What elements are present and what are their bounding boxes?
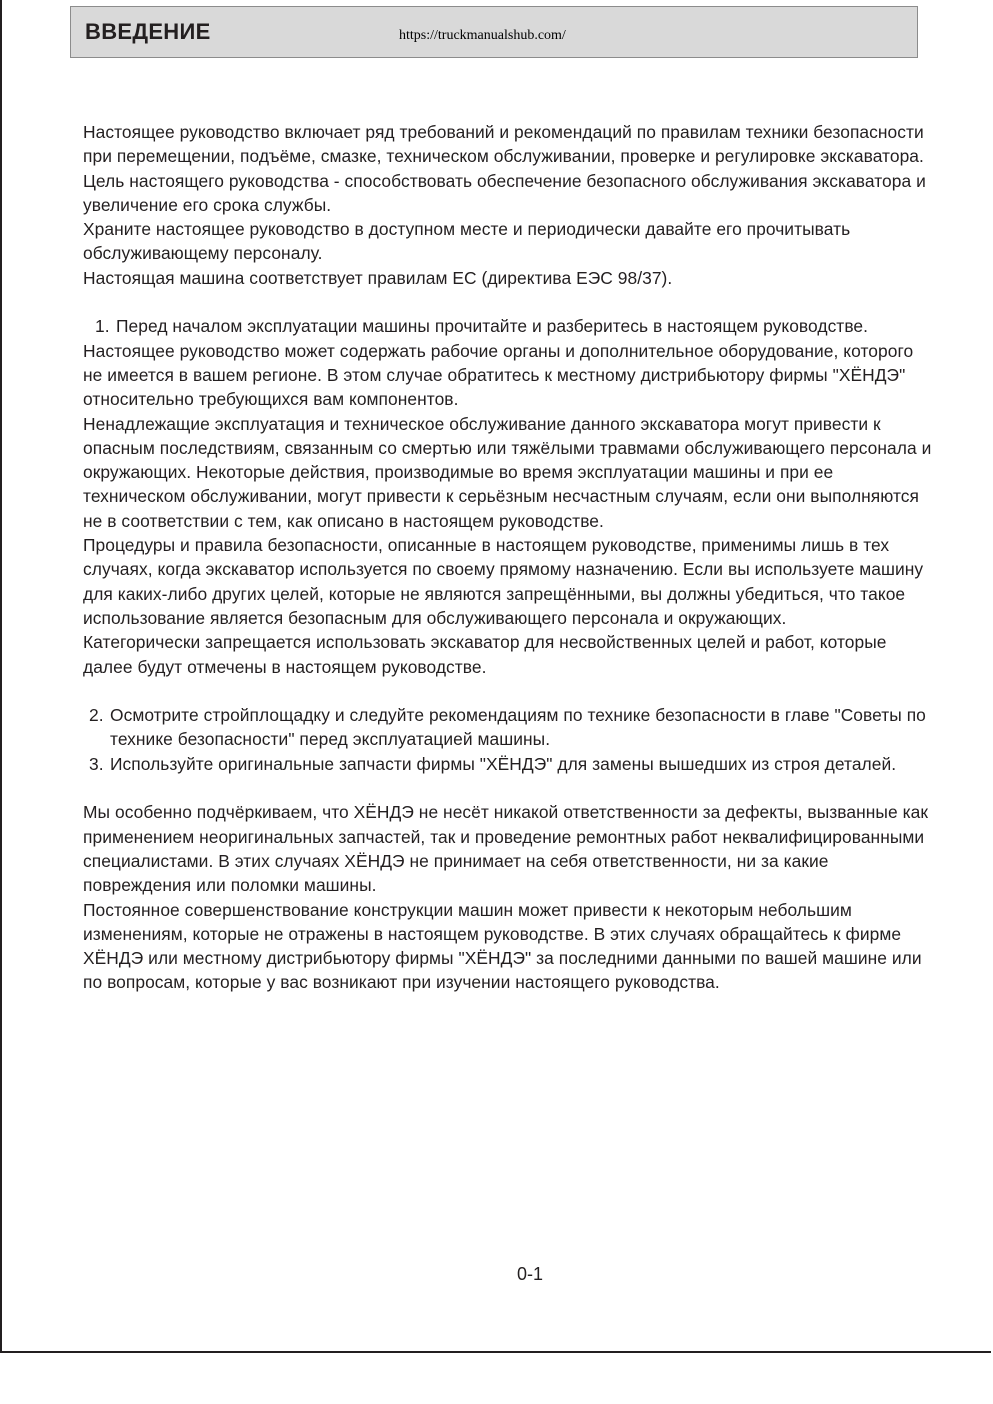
numbered-item-1 (83, 314, 933, 338)
body-paragraph: Категорически запрещается использовать экскаватор для несвойственных целей и работ, которые далее будут отмечены в настоящем руководстве. (83, 632, 887, 677)
closing-paragraph: Мы особенно подчёркиваем, что ХЁНДЭ не несёт никакой ответственности за дефекты, вызванные как применением неоригинальных запчастей, так и проведение ремонтных работ неквалифицированными специалистами. В этих случаях ХЁНДЭ не принимает на себя ответственности, ни за какие повреждения или поломки машины. (83, 802, 928, 896)
source-url[interactable]: https://truckmanualshub.com/ (399, 28, 566, 43)
intro-paragraph: Настоящая машина соответствует правилам ЕС (директива ЕЭС 98/37). (83, 267, 673, 288)
body-paragraph: Процедуры и правила безопасности, описанные в настоящем руководстве, применимы лишь в тех случаях, когда экскаватор используется по своему прямому назначению. Если вы используете машину для каких-либо других целей, которые не являются запрещёнными, вы должны убедиться, что такое использование является безопасным для обслуживающего персонала и окружающих. (83, 535, 924, 628)
item-text: Осмотрите стройплощадку и следуйте рекомендациям по технике безопасности в главе "Советы по технике безопасности" перед эксплуатацией машины. (110, 705, 926, 750)
section-title: ВВЕДЕНИЕ (85, 19, 211, 44)
numbered-item-2 (83, 703, 933, 752)
document-body (83, 120, 933, 995)
item-text: Перед началом эксплуатации машины прочитайте и разберитесь в настоящем руководстве. (116, 316, 869, 337)
item-text: Используйте оригинальные запчасти фирмы "ХЁНДЭ" для замены вышедших из строя деталей. (110, 753, 897, 774)
intro-paragraph: Настоящее руководство включает ряд требований и рекомендаций по правилам техники безопасности при перемещении, подъёме, смазке, техническом обслуживании, проверке и регулировке экскаватора. (83, 122, 924, 167)
numbered-item-3 (83, 752, 933, 776)
section-header (70, 6, 918, 58)
intro-paragraph: Цель настоящего руководства - способствовать обеспечение безопасного обслуживания экскаватора и увеличение его срока службы. (83, 170, 926, 215)
item-number: 2. (89, 705, 104, 726)
closing-paragraph: Постоянное совершенствование конструкции машин может привести к некоторым небольшим изменениям, которые не отражены в настоящем руководстве. В этих случаях обращайтесь к фирме ХЁНДЭ или местному дистрибьютору фирмы "ХЁНДЭ" за последними данными по вашей машине или по вопросам, которые у вас возникают при изучении настоящего руководства. (83, 899, 922, 993)
intro-paragraph: Храните настоящее руководство в доступном месте и периодически давайте его прочитывать обслуживающему персоналу. (83, 219, 851, 264)
page-number: 0-1 (516, 1264, 543, 1284)
item-number: 3. (89, 753, 104, 774)
body-paragraph: Ненадлежащие эксплуатация и техническое обслуживание данного экскаватора могут привести к опасным последствиям, связанным со смертью или тяжёлыми травмами обслуживающего персонала и окружающих. Некоторые действия, производимые во время эксплуатации машины и при ее техническом обслуживании, могут привести к серьёзным несчастным случаям, если они выполняются не в соответствии с тем, как описано в настоящем руководстве. (83, 413, 932, 531)
item-number: 1. (95, 316, 110, 337)
body-paragraph: Настоящее руководство может содержать рабочие органы и дополнительное оборудование, которого не имеется в вашем регионе. В этом случае обратитесь к местному дистрибьютору фирмы "ХЁНДЭ" относительно требующихся вам компонентов. (83, 340, 914, 410)
